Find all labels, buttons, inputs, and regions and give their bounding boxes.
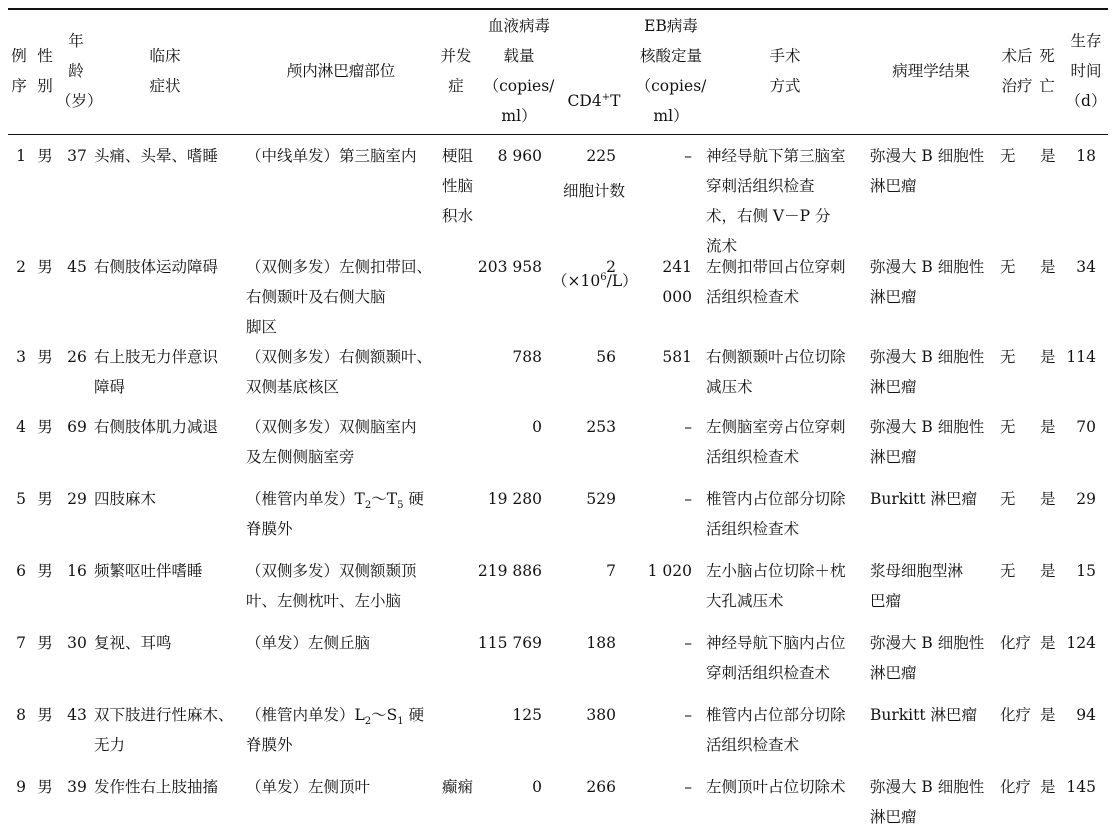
cell-ebv: 1 020 [647,562,692,580]
header-cd4-line2: 细胞计数 [562,182,625,200]
cell-cd4: 56 [596,348,616,366]
cell-sex: 男 [37,490,53,508]
cell-sex: 男 [37,258,53,276]
cell-age: 69 [67,418,87,436]
cell-ebv: – [684,634,692,652]
cell-viral-load: 788 [512,348,542,366]
cell-surgery: 左小脑占位切除＋枕 大孔减压术 [706,562,846,610]
cell-complication: 梗阻 性脑 积水 [442,147,474,225]
cell-symptoms: 右上肢无力伴意识 障碍 [94,348,219,396]
cell-location-part: 硬 脊膜外 [246,706,425,754]
cell-surgery: 椎管内占位部分切除 活组织检查术 [706,706,846,754]
cell-seq: 6 [16,562,26,580]
cell-age: 45 [67,258,87,276]
cell-death: 是 [1040,778,1056,796]
cell-death: 是 [1040,418,1056,436]
cell-sex: 男 [37,634,53,652]
cell-postop: 无 [1000,490,1016,508]
cell-pathology: 弥漫大 B 细胞性 淋巴瘤 [870,778,985,826]
cell-symptoms: 右侧肢体运动障碍 [94,258,219,276]
cell-location-part: 1 [397,716,404,728]
cell-symptoms: 发作性右上肢抽搐 [94,778,219,796]
cell-seq: 9 [16,778,26,796]
cell-survival: 29 [1076,490,1096,508]
cell-age: 30 [67,634,87,652]
cell-death: 是 [1040,258,1056,276]
cell-postop: 无 [1000,562,1016,580]
cell-surgery: 右侧额颞叶占位切除 减压术 [706,348,846,396]
cell-pathology: 弥漫大 B 细胞性 淋巴瘤 [870,418,985,466]
header-complication: 并发 症 [440,47,472,95]
cell-surgery: 椎管内占位部分切除 活组织检查术 [706,490,846,538]
cell-surgery: 神经导航下第三脑室 穿刺活组织检查 术，右侧 V－P 分 流术 [706,147,846,255]
header-pathology: 病理学结果 [892,62,970,80]
cell-symptoms: 四肢麻木 [94,490,157,508]
cell-viral-load: 19 280 [487,490,542,508]
cell-age: 16 [67,562,87,580]
cell-sex: 男 [37,418,53,436]
cell-postop: 无 [1000,258,1016,276]
cell-ebv: – [684,418,692,436]
cell-location-part: 2 [364,500,372,512]
cell-location-part: 5 [397,500,404,512]
cell-seq: 5 [16,490,26,508]
cell-sex: 男 [37,562,53,580]
cell-viral-load: 203 958 [477,258,542,276]
cell-complication: 癫痫 [442,778,474,796]
cell-symptoms: 复视、耳鸣 [94,634,172,652]
cell-location: （中线单发）第三脑室内 [246,147,417,165]
cell-location-part: （椎管内单发）T [246,490,365,508]
cell-viral-load: 219 886 [477,562,542,580]
header-cd4-line1: CD4+T [567,91,621,110]
cell-death: 是 [1040,634,1056,652]
cell-survival: 34 [1076,258,1096,276]
cell-surgery: 神经导航下脑内占位 穿刺活组织检查术 [706,634,846,682]
cell-location: （单发）左侧顶叶 [246,778,371,796]
cell-surgery: 左侧扣带回占位穿刺 活组织检查术 [706,258,846,306]
cell-symptoms: 头痛、头晕、嗜睡 [94,147,219,165]
cell-survival: 114 [1066,348,1096,366]
cell-location: （双侧多发）左侧扣带回、 右侧颞叶及右侧大脑 脚区 [246,258,433,336]
cell-location: （单发）左侧丘脑 [246,634,371,652]
cell-location: （双侧多发）右侧额颞叶、 双侧基底核区 [246,348,433,396]
cell-postop: 无 [1000,348,1016,366]
cell-cd4: 266 [586,778,616,796]
cell-death: 是 [1040,706,1056,724]
cell-location-part: 2 [364,716,372,728]
cell-location-part: （椎管内单发）L [246,706,365,724]
cell-sex: 男 [37,706,53,724]
cell-sex: 男 [37,147,53,165]
cell-ebv: – [684,778,692,796]
cell-sex: 男 [37,348,53,366]
cell-viral-load: 0 [532,778,542,796]
table-top-rule [8,8,1108,10]
cell-postop: 无 [1000,418,1016,436]
cell-seq: 8 [16,706,26,724]
cell-pathology: 弥漫大 B 细胞性 淋巴瘤 [870,147,985,195]
cell-viral-load: 8 960 [497,147,542,165]
cell-cd4: 529 [586,490,616,508]
cell-viral-load: 125 [512,706,542,724]
cell-cd4: 2 [606,258,616,276]
cell-location [246,484,436,544]
cell-seq: 7 [16,634,26,652]
header-cd4-line3: $(\times 10^6/L)$ [552,271,638,290]
cell-location: （双侧多发）双侧脑室内 及左侧侧脑室旁 [246,418,417,466]
cell-symptoms: 双下肢进行性麻木、 无力 [94,706,234,754]
cell-sex: 男 [37,778,53,796]
header-survival: 生存 时间 （d） [1065,32,1107,110]
header-seq: 例 序 [11,47,27,95]
cell-age: 39 [67,778,87,796]
cell-pathology: 弥漫大 B 细胞性 淋巴瘤 [870,348,985,396]
cell-age: 29 [67,490,87,508]
header-sex: 性 别 [37,47,53,95]
header-symptoms: 临床 症状 [149,47,181,95]
header-age: 年 龄 （岁） [56,32,103,110]
cell-survival: 18 [1076,147,1096,165]
cell-death: 是 [1040,490,1056,508]
cell-death: 是 [1040,348,1056,366]
cell-pathology: Burkitt 淋巴瘤 [870,490,978,508]
cell-surgery: 左侧顶叶占位切除术 [706,778,846,796]
cell-ebv: – [684,490,692,508]
cell-survival: 94 [1076,706,1096,724]
cell-location-part: ～T [371,490,398,508]
header-location: 颅内淋巴瘤部位 [286,62,396,80]
header-postop: 术后 治疗 [1001,47,1033,95]
cell-postop: 化疗 [1000,778,1032,796]
header-death: 死 亡 [1039,47,1055,95]
cell-seq: 4 [16,418,26,436]
cell-death: 是 [1040,147,1056,165]
cell-ebv: 581 [662,348,692,366]
header-surgery: 手术 方式 [769,47,801,95]
cell-survival: 15 [1076,562,1096,580]
cell-location-part: ～S [371,706,398,724]
cell-location: （双侧多发）双侧额颞顶 叶、左侧枕叶、左小脑 [246,562,417,610]
cell-cd4: 253 [586,418,616,436]
cell-pathology: Burkitt 淋巴瘤 [870,706,978,724]
cell-symptoms: 右侧肢体肌力减退 [94,418,219,436]
cell-age: 37 [67,147,87,165]
cell-survival: 124 [1066,634,1096,652]
cell-cd4: 380 [586,706,616,724]
cell-survival: 70 [1076,418,1096,436]
cell-cd4: 225 [586,147,616,165]
cell-death: 是 [1040,562,1056,580]
cell-cd4: 188 [586,634,616,652]
cell-ebv: 241 000 [662,258,697,306]
cell-postop: 无 [1000,147,1016,165]
cell-surgery: 左侧脑室旁占位穿刺 活组织检查术 [706,418,846,466]
cell-age: 43 [67,706,87,724]
cell-pathology: 弥漫大 B 细胞性 淋巴瘤 [870,258,985,306]
cell-viral-load: 0 [532,418,542,436]
cell-symptoms: 频繁呕吐伴嗜睡 [94,562,203,580]
cell-viral-load: 115 769 [477,634,542,652]
cell-survival: 145 [1066,778,1096,796]
cell-postop: 化疗 [1000,634,1032,652]
header-ebv: EB病毒 核酸定量 （copies/ ml） [635,17,707,125]
cell-cd4: 7 [606,562,616,580]
cell-seq: 1 [16,147,26,165]
cell-seq: 3 [16,348,26,366]
cell-pathology: 浆母细胞型淋 巴瘤 [870,562,964,610]
cell-pathology: 弥漫大 B 细胞性 淋巴瘤 [870,634,985,682]
cell-ebv: – [684,147,692,165]
cell-age: 26 [67,348,87,366]
header-viral-load: 血液病毒 载量 （copies/ ml） [483,17,555,125]
cell-location-part: 硬 脊膜外 [246,490,424,538]
cell-ebv: – [684,706,692,724]
cell-location [246,700,436,760]
cell-postop: 化疗 [1000,706,1032,724]
cell-seq: 2 [16,258,26,276]
